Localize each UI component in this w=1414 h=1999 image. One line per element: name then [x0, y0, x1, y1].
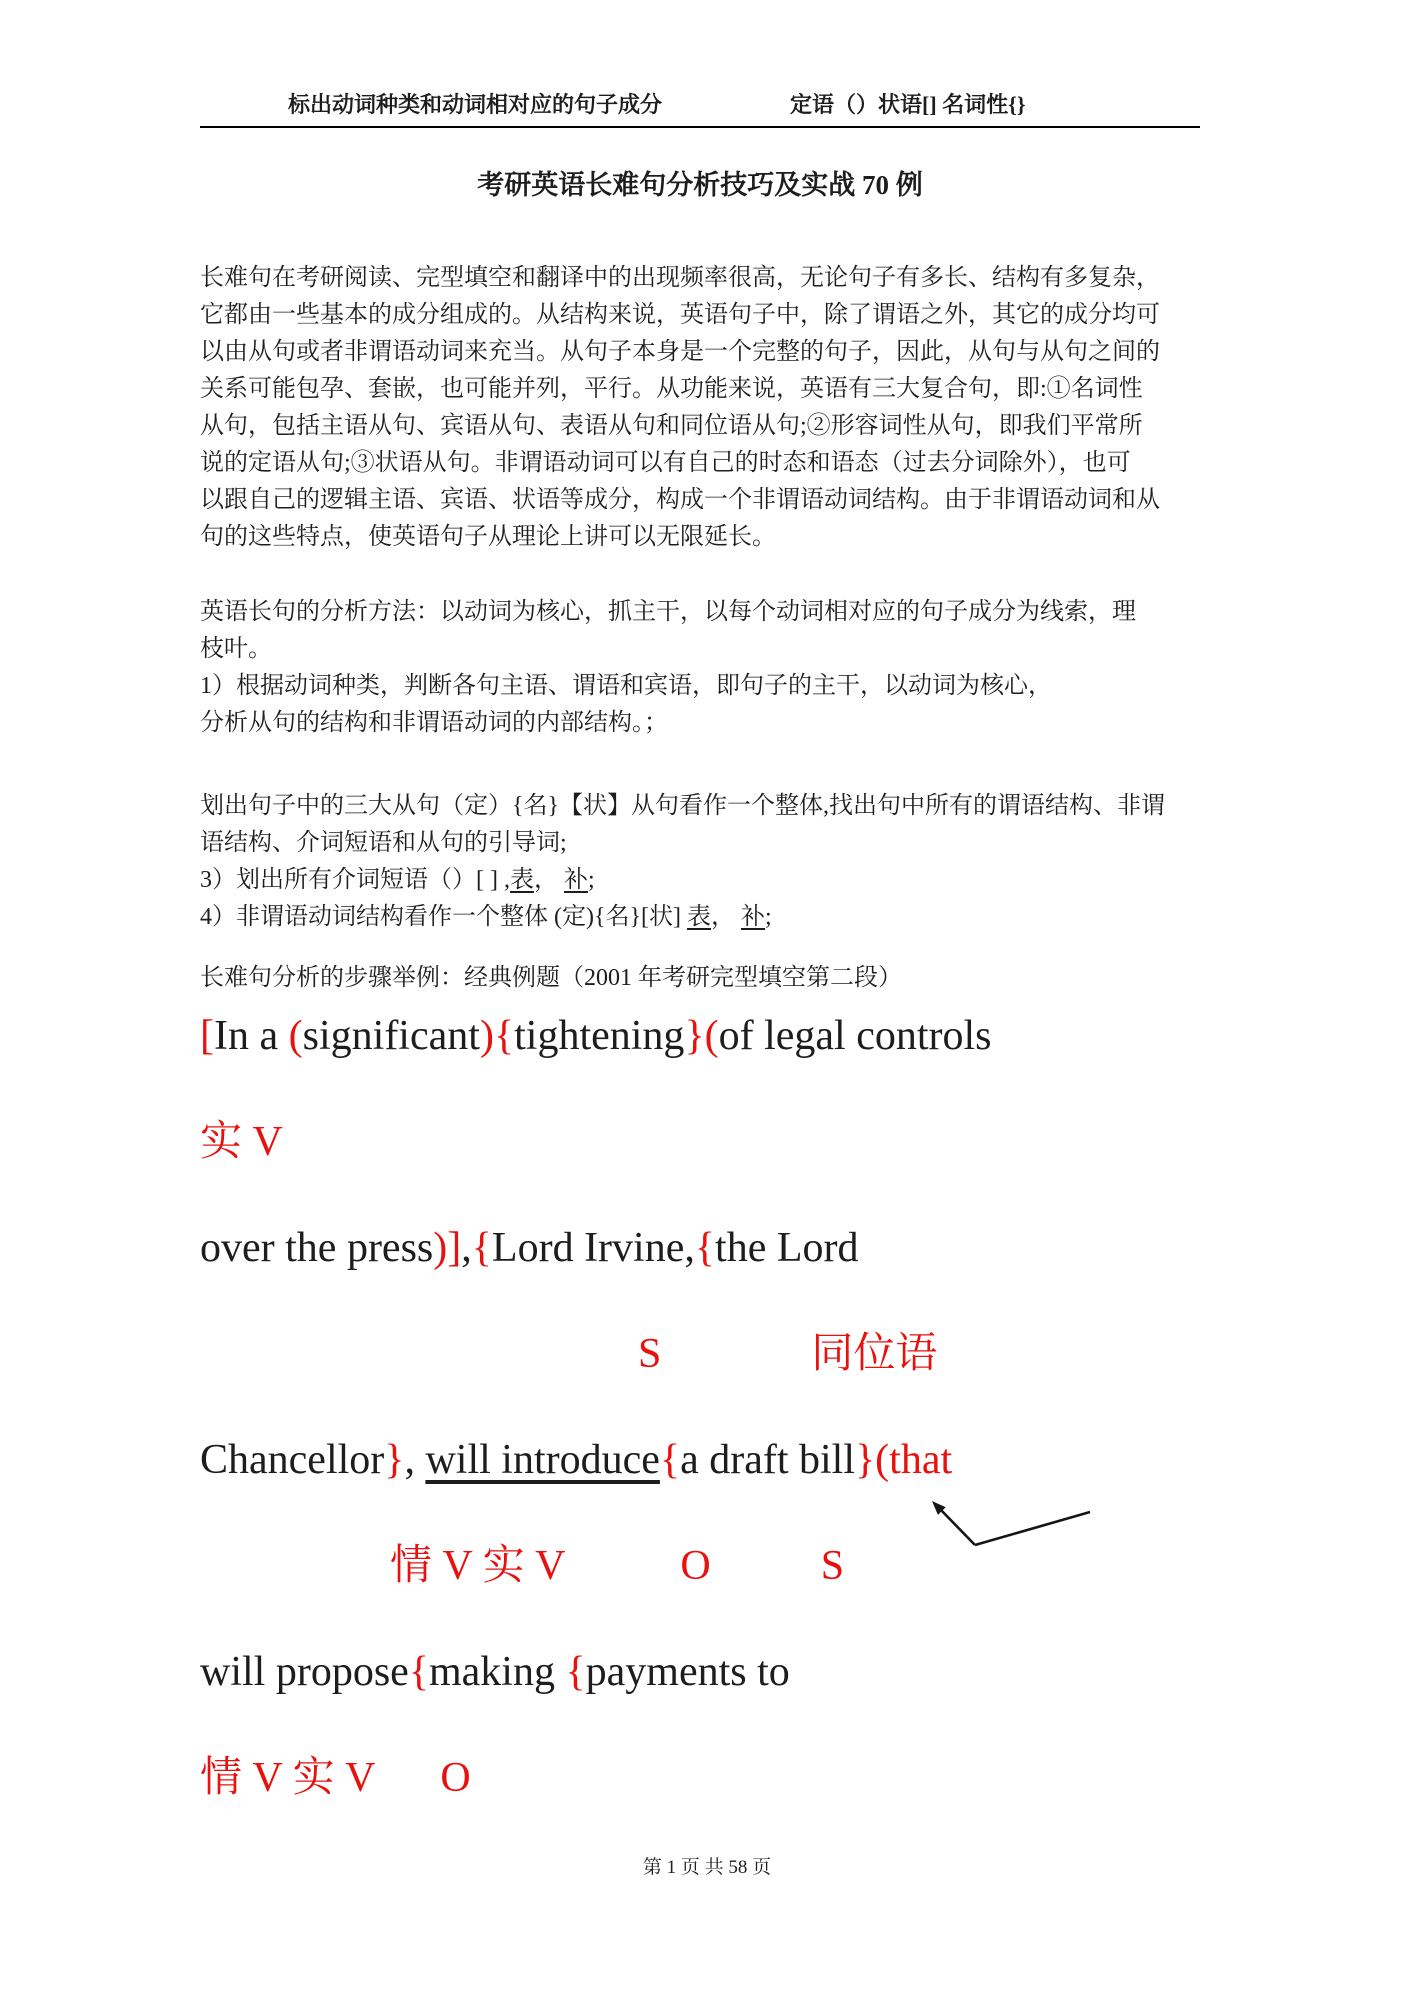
text-segment: 长难句在考研阅读、完型填空和翻译中的出现频率很高，无论句子有多长、结构有多复杂， [200, 265, 1160, 291]
annotation-text: O [440, 1755, 471, 1801]
text-segment: 英语长句的分析方法：以动词为核心，抓主干，以每个动词相对应的句子成分为线索，理 [200, 599, 1136, 625]
text-segment: Chancellor [200, 1437, 385, 1483]
text-line [200, 960, 1200, 997]
header-left-text: 标出动词种类和动词相对应的句子成分 [288, 92, 663, 117]
annotation-text: (that [875, 1437, 953, 1483]
annotation-text: { [694, 1225, 716, 1271]
text-segment: 关系可能包孕、套嵌，也可能并列，平行。从功能来说，英语有三大复合句，即:①名词性 [200, 376, 1143, 402]
text-line [200, 705, 1200, 742]
text-segment: 它都由一些基本的成分组成的。从结构来说，英语句子中，除了谓语之外，其它的成分均可 [200, 302, 1160, 328]
text-segment: payments to [585, 1649, 790, 1695]
text-segment: 枝叶。 [200, 636, 272, 662]
annotation-text: 同位语 [811, 1331, 938, 1377]
text-line [200, 408, 1200, 445]
text-segment: In a [214, 1013, 289, 1059]
text-segment: 以跟自己的逻辑主语、宾语、状语等成分，构成一个非谓语动词结构。由于非谓语动词和从 [200, 487, 1160, 513]
annotation-text: ( [704, 1013, 719, 1059]
text-line [200, 668, 1200, 705]
text-line [200, 371, 1200, 408]
text-segment: ， [533, 867, 564, 893]
text-segment: of legal controls [718, 1013, 992, 1059]
text-segment: 划出句子中的三大从句（定）{名}【状】从句看作一个整体,找出句中所有的谓语结构、非谓 [200, 793, 1166, 819]
text-segment: ， [711, 904, 742, 930]
page-header [200, 92, 1200, 128]
text-segment: significant [302, 1013, 480, 1059]
text-paragraph [200, 960, 1200, 997]
text-paragraph [200, 260, 1200, 556]
example-sentence-line [200, 1325, 1200, 1383]
text-segment: 从句，包括主语从句、宾语从句、表语从句和同位语从句;②形容词性从句，即我们平常所 [200, 413, 1143, 439]
text-segment: 3）划出所有介词短语（）[ ] , [200, 867, 510, 893]
annotation-text: O [680, 1543, 711, 1589]
example-sentence-line [200, 1113, 1200, 1171]
annotation-text: ) [479, 1013, 494, 1059]
text-line [200, 825, 1200, 862]
text-segment: ; [587, 867, 595, 893]
example-sentence-line [200, 1749, 1200, 1807]
text-line [200, 899, 1200, 936]
text-line [200, 445, 1200, 482]
text-segment: will propose [200, 1649, 409, 1695]
text-line [200, 594, 1200, 631]
text-segment: 4）非谓语动词结构看作一个整体 (定){名}[状] [200, 904, 688, 930]
annotation-text: } [384, 1437, 405, 1483]
annotation-text: )] [433, 1225, 462, 1271]
example-sentence-line [200, 1007, 1200, 1065]
text-segment: a draft bill [680, 1437, 855, 1483]
text-segment: tightening [514, 1013, 685, 1059]
text-segment: making [428, 1649, 566, 1695]
text-line [200, 631, 1200, 668]
annotation-text: [ [200, 1013, 214, 1059]
text-segment: 长难句分析的步骤举例：经典例题（2001 年考研完型填空第二段） [200, 965, 902, 991]
text-segment: 表 [509, 867, 534, 893]
text-segment: will introduce [425, 1437, 660, 1483]
text-line [200, 334, 1200, 371]
text-segment: , [404, 1437, 426, 1483]
document-content [200, 260, 1200, 1807]
text-segment: 分析从句的结构和非谓语动词的内部结构。； [200, 710, 668, 736]
text-line [200, 260, 1200, 297]
annotation-text: } [855, 1437, 876, 1483]
text-line [200, 297, 1200, 334]
annotation-text: S [638, 1331, 662, 1377]
annotation-text: 情 V 实 V [200, 1755, 376, 1801]
text-segment: Lord Irvine, [491, 1225, 695, 1271]
annotation-text: } [684, 1013, 705, 1059]
text-segment: , [461, 1225, 472, 1271]
annotation-text: ( [288, 1013, 303, 1059]
annotation-text: S [820, 1543, 845, 1589]
text-segment: the Lord [715, 1225, 859, 1271]
annotation-text: { [659, 1437, 681, 1483]
annotation-text: { [408, 1649, 429, 1695]
text-segment: ; [765, 904, 772, 930]
text-segment: 1）根据动词种类，判断各句主语、谓语和宾语，即句子的主干，以动词为核心， [200, 673, 1052, 699]
text-paragraph [200, 788, 1200, 936]
text-segment: over the press [200, 1225, 434, 1271]
annotation-text: { [471, 1225, 492, 1271]
annotation-text: { [565, 1649, 586, 1695]
example-sentence-line [200, 1643, 1200, 1701]
page-title: 考研英语长难句分析技巧及实战 70 例 [477, 170, 923, 200]
text-segment: 表 [687, 904, 712, 930]
text-segment: 句的这些特点，使英语句子从理论上讲可以无限延长。 [200, 524, 776, 550]
annotation-text: { [493, 1013, 515, 1059]
example-sentence-line [200, 1219, 1200, 1277]
text-segment: 补 [563, 867, 588, 893]
text-paragraph [200, 594, 1200, 742]
text-segment: 以由从句或者非谓语动词来充当。从句子本身是一个完整的句子，因此，从句与从句之间的 [200, 339, 1160, 365]
example-sentence-line [200, 1431, 1200, 1489]
text-segment: 语结构、介词短语和从句的引导词; [200, 830, 567, 856]
text-segment: 补 [741, 904, 766, 930]
text-line [200, 519, 1200, 556]
header-right-text: 定语（）状语[] 名词性{} [790, 92, 1026, 117]
text-line [200, 788, 1200, 825]
annotation-text: 实 V [200, 1119, 283, 1165]
text-line [200, 482, 1200, 519]
text-line [200, 862, 1200, 899]
text-segment: 说的定语从句;③状语从句。非谓语动词可以有自己的时态和语态（过去分词除外），也可 [200, 450, 1131, 476]
example-sentence-line [200, 1537, 1200, 1595]
annotation-text: 情 V 实 V [390, 1543, 566, 1589]
page-footer: 第 1 页 共 58 页 [642, 1857, 772, 1878]
